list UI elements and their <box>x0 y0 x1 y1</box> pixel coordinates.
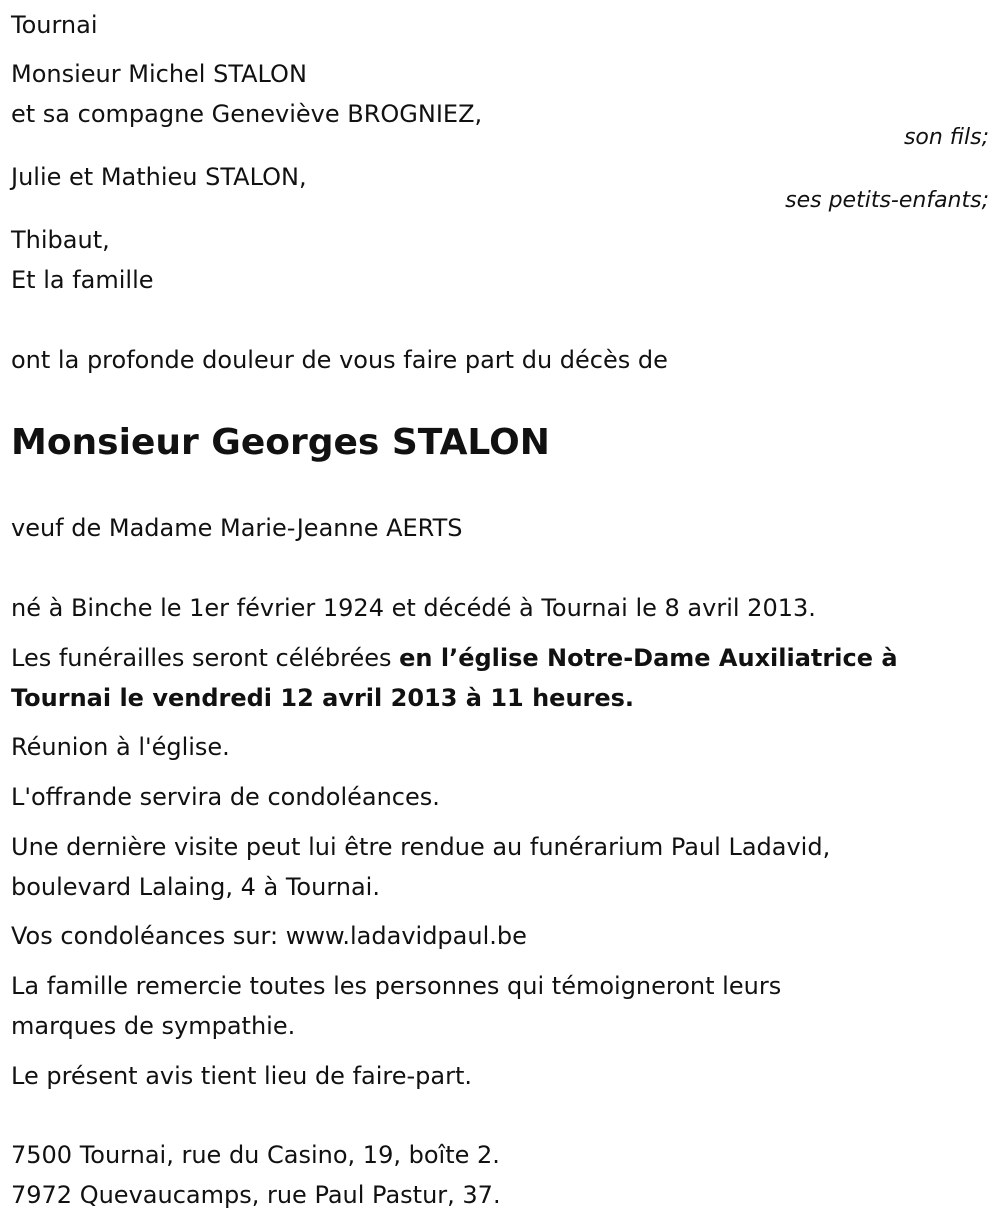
grandchildren-role: ses petits-enfants; <box>785 188 989 213</box>
grandchildren-names: Julie et Mathieu STALON, <box>11 163 307 191</box>
condolences-text: Vos condoléances sur: www.ladavidpaul.be <box>11 922 527 950</box>
notice-text: Le présent avis tient lieu de faire-part. <box>11 1062 473 1090</box>
funeral-church: en l’église Notre-Dame Auxiliatrice à <box>399 644 898 672</box>
thanks-line-1: La famille remercie toutes les personnes qui témoigneront leurs <box>11 972 782 1000</box>
other-relative: Thibaut, <box>11 226 110 254</box>
announcement-text: ont la profonde douleur de vous faire part du décès de <box>11 346 668 374</box>
visit-line-2: boulevard Lalaing, 4 à Tournai. <box>11 873 380 901</box>
deceased-name: Monsieur Georges STALON <box>11 422 550 463</box>
city-heading: Tournai <box>11 11 98 39</box>
address-1: 7500 Tournai, rue du Casino, 19, boîte 2. <box>11 1141 500 1169</box>
funeral-datetime: Tournai le vendredi 12 avril 2013 à 11 heures. <box>11 684 635 712</box>
son-partner: et sa compagne Geneviève BROGNIEZ, <box>11 100 483 128</box>
widower-text: veuf de Madame Marie-Jeanne AERTS <box>11 514 463 542</box>
funeral-line-1 <box>11 638 898 678</box>
extended-family: Et la famille <box>11 266 154 294</box>
birth-death-text: né à Binche le 1er février 1924 et décédé à Tournai le 8 avril 2013. <box>11 594 816 622</box>
funeral-intro: Les funérailles seront célébrées <box>11 644 400 672</box>
address-2: 7972 Quevaucamps, rue Paul Pastur, 37. <box>11 1181 501 1209</box>
son-role: son fils; <box>903 125 989 150</box>
visit-line-1: Une dernière visite peut lui être rendue au funérarium Paul Ladavid, <box>11 833 831 861</box>
thanks-line-2: marques de sympathie. <box>11 1012 296 1040</box>
meeting-text: Réunion à l'église. <box>11 733 230 761</box>
offering-text: L'offrande servira de condoléances. <box>11 783 440 811</box>
son-name: Monsieur Michel STALON <box>11 60 307 88</box>
